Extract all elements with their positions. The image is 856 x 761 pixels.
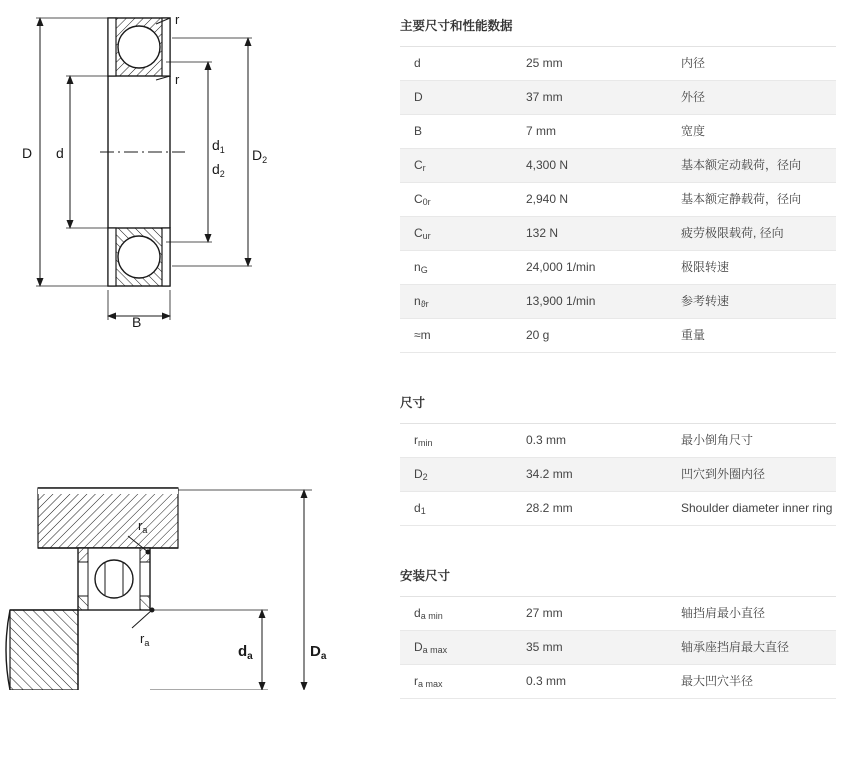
label-d1: $d_1$ bbox=[212, 137, 225, 155]
row-symbol: d bbox=[400, 47, 526, 81]
row-description: 轴承座挡肩最大直径 bbox=[681, 631, 836, 665]
label-D2: $D_2$ bbox=[252, 147, 268, 165]
row-symbol: ≈m bbox=[400, 319, 526, 353]
row-symbol: $D_{a max}$ bbox=[400, 631, 526, 665]
row-value: 25 mm bbox=[526, 47, 681, 81]
label-r-mid: r bbox=[175, 72, 180, 87]
row-description: 基本额定动载荷，径向 bbox=[681, 149, 836, 183]
row-value: 2,940 N bbox=[526, 183, 681, 217]
row-symbol: D bbox=[400, 81, 526, 115]
row-symbol: $r_{min}$ bbox=[400, 424, 526, 458]
label-ra-lower: $r_a$ bbox=[140, 631, 150, 648]
row-value: 4,300 N bbox=[526, 149, 681, 183]
row-description: 极限转速 bbox=[681, 251, 836, 285]
row-description: 内径 bbox=[681, 47, 836, 81]
drawings-panel bbox=[0, 0, 380, 761]
table-row bbox=[400, 665, 836, 699]
table-row bbox=[400, 492, 836, 526]
table-row bbox=[400, 597, 836, 631]
section-spacer bbox=[380, 353, 856, 379]
table-dimensions bbox=[400, 424, 836, 526]
label-da: $d_a$ bbox=[238, 643, 253, 662]
row-value: 132 N bbox=[526, 217, 681, 251]
row-symbol: $n_{ϑr}$ bbox=[400, 285, 526, 319]
bearing-mounting-drawing bbox=[0, 360, 380, 690]
table-row bbox=[400, 47, 836, 81]
row-value: 34.2 mm bbox=[526, 458, 681, 492]
table-row bbox=[400, 319, 836, 353]
row-description: 最大凹穴半径 bbox=[681, 665, 836, 699]
label-ra-upper: $r_a$ bbox=[138, 518, 148, 535]
label-d2: $d_2$ bbox=[212, 161, 225, 179]
table-main-dimensions bbox=[400, 47, 836, 353]
table-row bbox=[400, 424, 836, 458]
label-d: d bbox=[56, 145, 64, 161]
row-value: 37 mm bbox=[526, 81, 681, 115]
row-description: 基本额定静载荷，径向 bbox=[681, 183, 836, 217]
row-value: 27 mm bbox=[526, 597, 681, 631]
row-symbol: $D_2$ bbox=[400, 458, 526, 492]
row-symbol: $d_1$ bbox=[400, 492, 526, 526]
row-value: 28.2 mm bbox=[526, 492, 681, 526]
row-description: 最小倒角尺寸 bbox=[681, 424, 836, 458]
row-description: 轴挡肩最小直径 bbox=[681, 597, 836, 631]
row-value: 7 mm bbox=[526, 115, 681, 149]
row-description: 凹穴到外圈内径 bbox=[681, 458, 836, 492]
row-description: 重量 bbox=[681, 319, 836, 353]
section-spacer bbox=[380, 526, 856, 552]
table-row bbox=[400, 81, 836, 115]
table-row bbox=[400, 285, 836, 319]
row-symbol: B bbox=[400, 115, 526, 149]
row-value: 0.3 mm bbox=[526, 424, 681, 458]
row-value: 24,000 1/min bbox=[526, 251, 681, 285]
row-symbol: $r_{a max}$ bbox=[400, 665, 526, 699]
row-symbol: $C_{ur}$ bbox=[400, 217, 526, 251]
row-description: Shoulder diameter inner ring bbox=[681, 492, 836, 526]
table-row bbox=[400, 183, 836, 217]
row-symbol: $C_r$ bbox=[400, 149, 526, 183]
row-symbol: $C_{0r}$ bbox=[400, 183, 526, 217]
specifications-panel bbox=[380, 0, 856, 761]
row-value: 13,900 1/min bbox=[526, 285, 681, 319]
label-r-top: r bbox=[175, 12, 180, 27]
table-row bbox=[400, 115, 836, 149]
row-value: 0.3 mm bbox=[526, 665, 681, 699]
row-symbol: $n_G$ bbox=[400, 251, 526, 285]
table-row bbox=[400, 458, 836, 492]
row-symbol: $d_{a min}$ bbox=[400, 597, 526, 631]
table-mounting-dimensions bbox=[400, 597, 836, 699]
table-row bbox=[400, 251, 836, 285]
section-title-mounting-dimensions: 安装尺寸 bbox=[400, 552, 836, 597]
label-Da: $D_a$ bbox=[310, 643, 327, 662]
table-row bbox=[400, 149, 836, 183]
section-title-dimensions: 尺寸 bbox=[400, 379, 836, 424]
row-value: 35 mm bbox=[526, 631, 681, 665]
row-description: 参考转速 bbox=[681, 285, 836, 319]
row-description: 疲劳极限载荷, 径向 bbox=[681, 217, 836, 251]
section-title-main-dimensions: 主要尺寸和性能数据 bbox=[400, 0, 836, 47]
bearing-cross-section-drawing bbox=[0, 0, 380, 360]
label-D: D bbox=[22, 145, 33, 161]
table-row bbox=[400, 217, 836, 251]
table-row bbox=[400, 631, 836, 665]
row-value: 20 g bbox=[526, 319, 681, 353]
label-B: B bbox=[132, 314, 142, 330]
row-description: 宽度 bbox=[681, 115, 836, 149]
row-description: 外径 bbox=[681, 81, 836, 115]
